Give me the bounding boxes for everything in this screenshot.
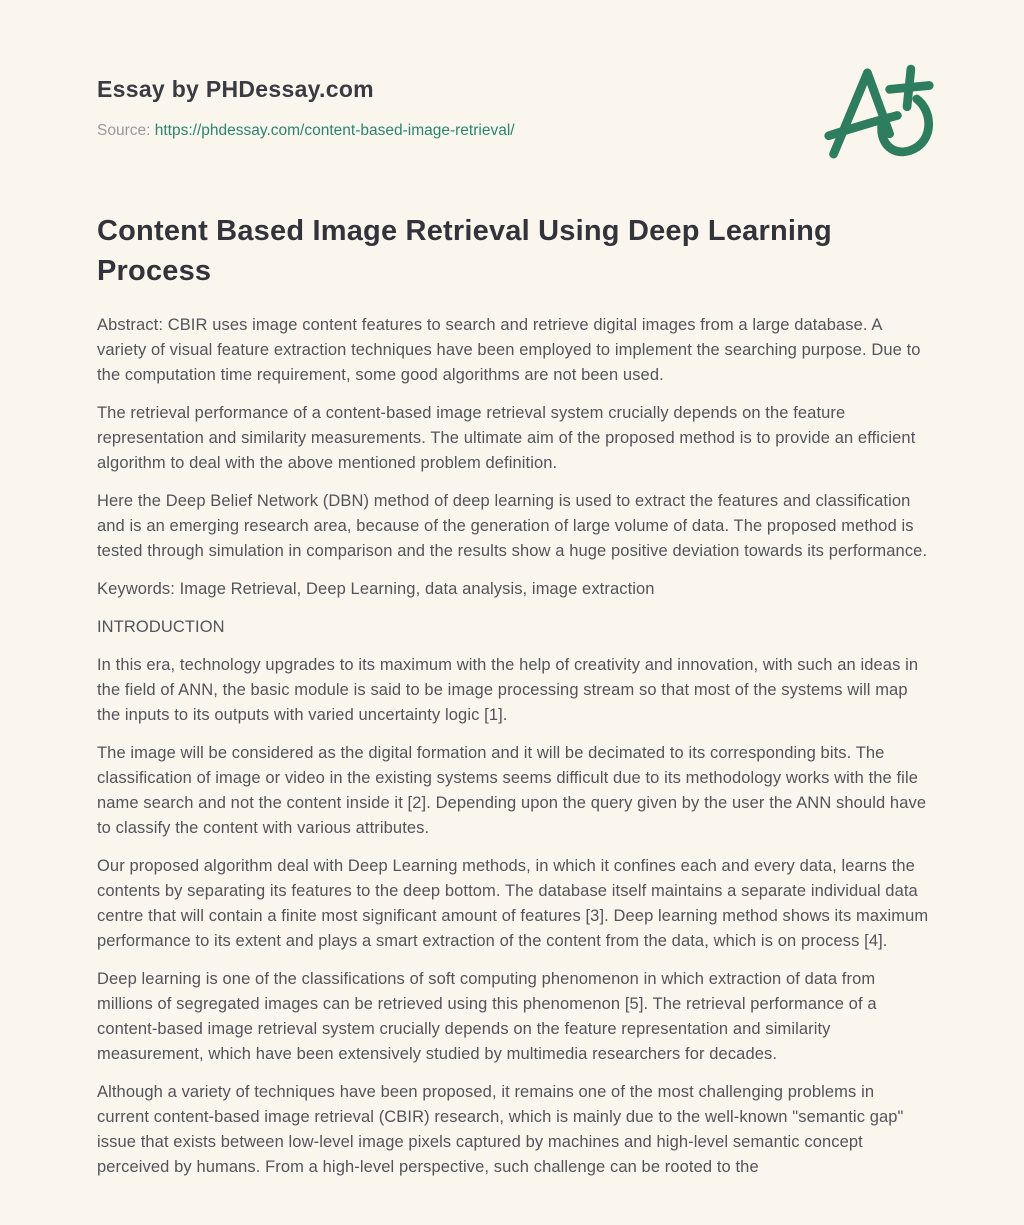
source-label: Source: [97, 122, 151, 139]
article-title: Content Based Image Retrieval Using Deep Learning Process [97, 215, 832, 287]
source-line [97, 122, 930, 140]
source-url-link[interactable]: https://phdessay.com/content-based-image-retrieval/ [154, 122, 515, 139]
article-paragraph: In this era, technology upgrades to its maximum with the help of creativity and innovation, with such an ideas in the field of ANN, the basic module is said to be image processing stream so that most of the systems will map the inputs to its outputs with varied uncertainty logic [1]. [97, 656, 919, 724]
article-paragraph: Keywords: Image Retrieval, Deep Learning, data analysis, image extraction [97, 580, 655, 598]
article-paragraph: Although a variety of techniques have been proposed, it remains one of the most challenging problems in current content-based image retrieval (CBIR) research, which is mainly due to the well-known "semantic gap" issue that exists between low-level image pixels captured by machines and high-level semantic concept perceived by humans. From a high-level perspective, such challenge can be rooted to the [97, 1083, 904, 1176]
article-paragraph: Our proposed algorithm deal with Deep Learning methods, in which it confines each and every data, learns the contents by separating its features to the deep bottom. The database itself maintains a separate individual data centre that will contain a finite most significant amount of features [3]. Deep learning method shows its maximum performance to its extent and plays a smart extraction of the content from the data, which is on process [4]. [97, 857, 929, 950]
article-paragraph: The image will be considered as the digital formation and it will be decimated to its corresponding bits. The classification of image or video in the existing systems seems difficult due to its methodology works with the file name search and not the content inside it [2]. Depending upon the query given by the user the ANN should have to classify the content with various attributes. [97, 744, 927, 837]
page-content [97, 0, 930, 1193]
article-body [97, 313, 930, 1180]
article-paragraph: Here the Deep Belief Network (DBN) method of deep learning is used to extract the features and classification and is an emerging research area, because of the generation of large volume of data. The proposed method is tested through simulation in comparison and the results show a huge positive deviation towards its performance. [97, 492, 928, 560]
article-paragraph: Deep learning is one of the classifications of soft computing phenomenon in which extraction of data from millions of segregated images can be retrieved using this phenomenon [5]. The retrieval performance of a content-based image retrieval system crucially depends on the feature representation and similarity measurement, which have been extensively studied by multimedia researchers for decades. [97, 970, 877, 1063]
article-paragraph: INTRODUCTION [97, 618, 225, 636]
article-paragraph: Abstract: CBIR uses image content features to search and retrieve digital images from a large database. A variety of visual feature extraction techniques have been employed to implement the searching purpose. Due to the computation time requirement, some good algorithms are not been used. [97, 316, 921, 384]
article-paragraph: The retrieval performance of a content-based image retrieval system crucially depends on the feature representation and similarity measurements. The ultimate aim of the proposed method is to provide an efficient algorithm to deal with the above mentioned problem definition. [97, 404, 916, 472]
site-title: Essay by PHDessay.com [97, 76, 374, 102]
